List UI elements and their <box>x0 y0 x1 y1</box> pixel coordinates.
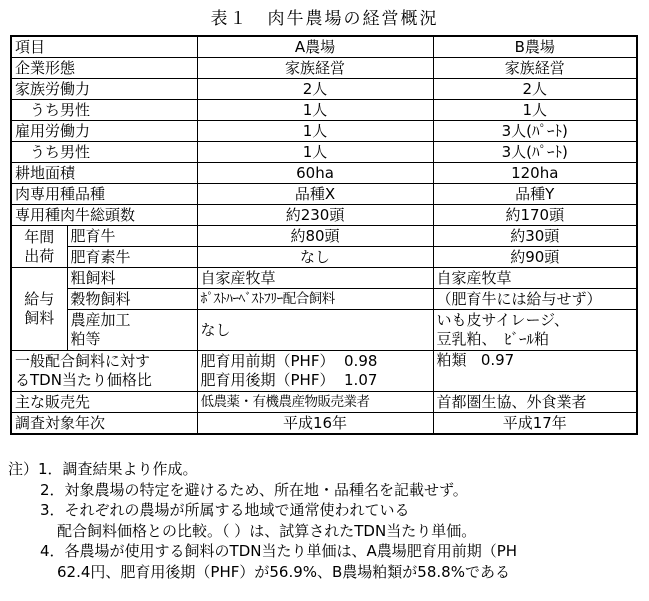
table-row <box>11 289 637 310</box>
row-label: 穀物飼料 <box>67 289 197 310</box>
cell-line: いも皮サイレージ、 <box>436 311 569 329</box>
note-line: 配合飼料価格との比較。（ ）は、試算されたTDN当たり単価。 <box>57 521 477 540</box>
cell-b: 平成17年 <box>433 413 637 435</box>
cell-line: 肥育用後期（PHF） 1.07 <box>200 371 378 389</box>
table-row <box>11 226 637 247</box>
row-label: 耕地面積 <box>11 163 197 184</box>
cell-b: 約90頭 <box>433 247 637 268</box>
label-line: 農産加工 <box>70 311 131 329</box>
table-row <box>11 413 637 435</box>
group-line: 飼料 <box>24 309 55 327</box>
cell-a: 家族経営 <box>197 58 433 79</box>
shipment-group-label <box>11 226 67 268</box>
row-label: うち男性 <box>11 142 197 163</box>
table-title: 表１ 肉牛農場の経営概況 <box>210 9 439 29</box>
cell-a: 1人 <box>197 100 433 121</box>
cell-a: 品種X <box>197 184 433 205</box>
cell-b: （肥育牛には給与せず） <box>433 289 637 310</box>
cell-a: 平成16年 <box>197 413 433 435</box>
note-line: 注）1．調査結果より作成。 <box>8 460 198 478</box>
cell-b: 首都圏生協、外食業者 <box>433 392 637 413</box>
header-farm-a: A農場 <box>197 36 433 58</box>
table-row <box>11 163 637 184</box>
row-label: うち男性 <box>11 100 197 121</box>
cell-a: 約230頭 <box>197 205 433 226</box>
farm-overview-table <box>10 35 638 435</box>
feed-group-label <box>11 268 67 351</box>
cell-a: なし <box>197 247 433 268</box>
table-row <box>11 351 637 392</box>
row-label: 肉専用種品種 <box>11 184 197 205</box>
row-label: 家族労働力 <box>11 79 197 100</box>
row-label: 調査対象年次 <box>11 413 197 435</box>
table-header-row <box>11 36 637 58</box>
table-row <box>11 121 637 142</box>
cell-b: 自家産牧草 <box>433 268 637 289</box>
row-label <box>67 310 197 351</box>
row-label <box>11 351 197 392</box>
table-row <box>11 142 637 163</box>
table-row <box>11 79 637 100</box>
table-row <box>11 268 637 289</box>
header-item: 項目 <box>11 36 197 58</box>
row-label: 肥育素牛 <box>67 247 197 268</box>
group-line: 給与 <box>24 290 55 308</box>
cell-a: 60ha <box>197 163 433 184</box>
group-line: 出荷 <box>24 246 55 265</box>
cell-a: 約80頭 <box>197 226 433 247</box>
note-line: 3．それぞれの農場が所属する地域で通常使われている <box>40 501 410 519</box>
cell-line: 豆乳粕、 ﾋﾞｰﾙ粕 <box>436 330 550 348</box>
cell-a: 自家産牧草 <box>197 268 433 289</box>
cell-a: 1人 <box>197 142 433 163</box>
row-label: 粗飼料 <box>67 268 197 289</box>
cell-b: 約30頭 <box>433 226 637 247</box>
table-row <box>11 100 637 121</box>
table-row <box>11 310 637 351</box>
table-row <box>11 58 637 79</box>
note-line: 62.4円、肥育用後期（PHF）が56.9%、B農場粕類が58.8%である <box>57 562 510 581</box>
cell-b: 粕類 0.97 <box>433 351 637 392</box>
cell-b: 家族経営 <box>433 58 637 79</box>
cell-a: 低農薬・有機農産物販売業者 <box>197 392 433 413</box>
header-farm-b: B農場 <box>433 36 637 58</box>
group-line: 年間 <box>24 227 55 246</box>
cell-a: なし <box>197 310 433 351</box>
label-line: 粕等 <box>70 330 101 348</box>
table-row <box>11 247 637 268</box>
note-line: 4．各農場が使用する飼料のTDN当たり単価は、A農場肥育用前期（PH <box>40 542 518 560</box>
cell-b: 約170頭 <box>433 205 637 226</box>
row-label: 雇用労働力 <box>11 121 197 142</box>
cell-b: 1人 <box>433 100 637 121</box>
table-notes <box>8 459 517 582</box>
cell-a: ﾎﾟｽﾄﾊｰﾍﾞｽﾄﾌﾘｰ配合飼料 <box>197 289 433 310</box>
cell-a <box>197 351 433 392</box>
row-label: 肥育牛 <box>67 226 197 247</box>
cell-line: 肥育用前期（PHF） 0.98 <box>200 352 378 370</box>
cell-a: 1人 <box>197 121 433 142</box>
row-label: 企業形態 <box>11 58 197 79</box>
label-line: 一般配合飼料に対す <box>15 352 151 370</box>
cell-b: 品種Y <box>433 184 637 205</box>
table-row <box>11 392 637 413</box>
label-line: るTDN当たり価格比 <box>15 371 152 389</box>
cell-b: 3人(ﾊﾟｰﾄ) <box>433 142 637 163</box>
row-label: 専用種肉牛総頭数 <box>11 205 197 226</box>
cell-b: 3人(ﾊﾟｰﾄ) <box>433 121 637 142</box>
cell-b: 120ha <box>433 163 637 184</box>
note-line: 2．対象農場の特定を避けるため、所在地・品種名を記載せず。 <box>40 480 468 499</box>
table-row <box>11 205 637 226</box>
table-row <box>11 184 637 205</box>
cell-b: 2人 <box>433 79 637 100</box>
row-label: 主な販売先 <box>11 392 197 413</box>
cell-b <box>433 310 637 351</box>
cell-a: 2人 <box>197 79 433 100</box>
